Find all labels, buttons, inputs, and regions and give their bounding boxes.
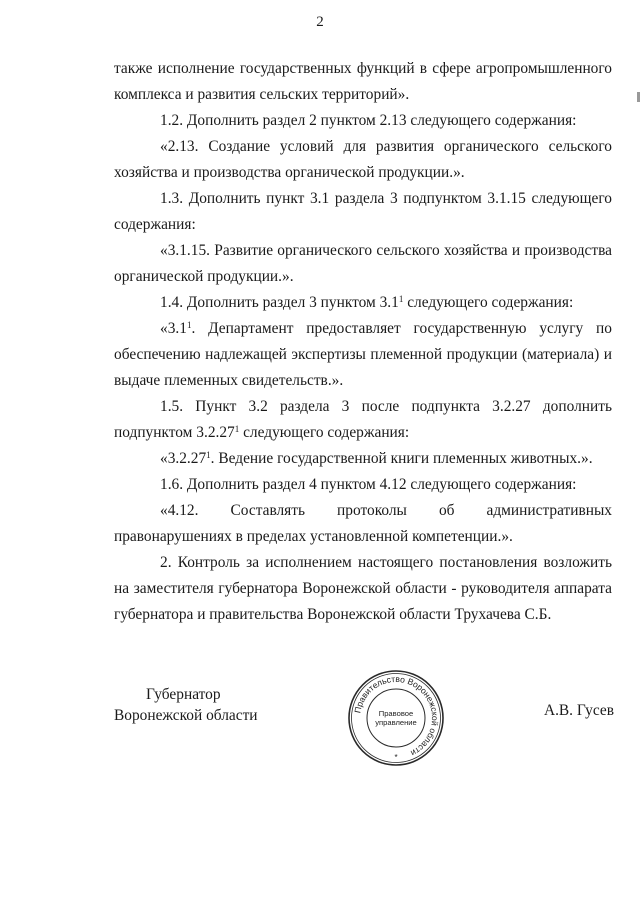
paragraph: «$3.1^1$. Департамент предоставляет государственную услугу по обеспечению надлежащей экспертизы племенной продукции (материала) и выдаче племенных свидетельств.». bbox=[114, 320, 612, 389]
paragraph: «3.2.27$^1$. Ведение государственной книги племенных животных.». bbox=[160, 450, 593, 467]
paragraph: «3.1.15. Развитие органического сельского хозяйства и производства органической продукции.». bbox=[114, 242, 612, 285]
seal-center-line: Правовое bbox=[378, 709, 414, 718]
seal-graphic bbox=[346, 668, 446, 768]
paragraph: 1.5. Пункт 3.2 раздела 3 после подпункта 3.2.27 дополнить подпунктом 3.2.27$^1$ следующего содержания: bbox=[114, 398, 612, 441]
paragraph: 1.6. Дополнить раздел 4 пунктом 4.12 следующего содержания: bbox=[160, 476, 577, 493]
signatory-title-line: Губернатор bbox=[146, 686, 221, 703]
paragraph: «4.12. Составлять протоколы об административных правонарушениях в пределах установленной компетенции.». bbox=[114, 502, 612, 545]
signatory-title bbox=[114, 684, 258, 726]
official-seal bbox=[346, 668, 446, 768]
seal-center-line: управление bbox=[375, 718, 417, 727]
document-body bbox=[114, 56, 612, 628]
page-number: 2 bbox=[316, 14, 324, 30]
seal-ring-text: Правительство Воронежской области bbox=[352, 673, 441, 759]
signatory-name: А.В. Гусев bbox=[543, 702, 614, 719]
paragraph: 2. Контроль за исполнением настоящего постановления возложить на заместителя губернатора Воронежской области - руководителя аппарата губернатора и правительства Воронежской области Трухачева С.Б. bbox=[114, 554, 612, 623]
paragraph: «2.13. Создание условий для развития органического сельского хозяйства и производства органической продукции.». bbox=[114, 138, 612, 181]
signatory-title-line: Воронежской области bbox=[114, 707, 258, 724]
paragraph: 1.4. Дополнить раздел 3 пунктом $3.1^1$ следующего содержания: bbox=[160, 294, 574, 311]
paragraph: также исполнение государственных функций в сфере агропромышленного комплекса и развития сельских территорий». bbox=[114, 60, 612, 103]
paragraph: 1.2. Дополнить раздел 2 пунктом 2.13 следующего содержания: bbox=[160, 112, 577, 129]
seal-star: * bbox=[394, 753, 398, 762]
signature-block bbox=[114, 673, 614, 764]
paragraph: 1.3. Дополнить пункт 3.1 раздела 3 подпунктом 3.1.15 следующего содержания: bbox=[114, 190, 612, 233]
